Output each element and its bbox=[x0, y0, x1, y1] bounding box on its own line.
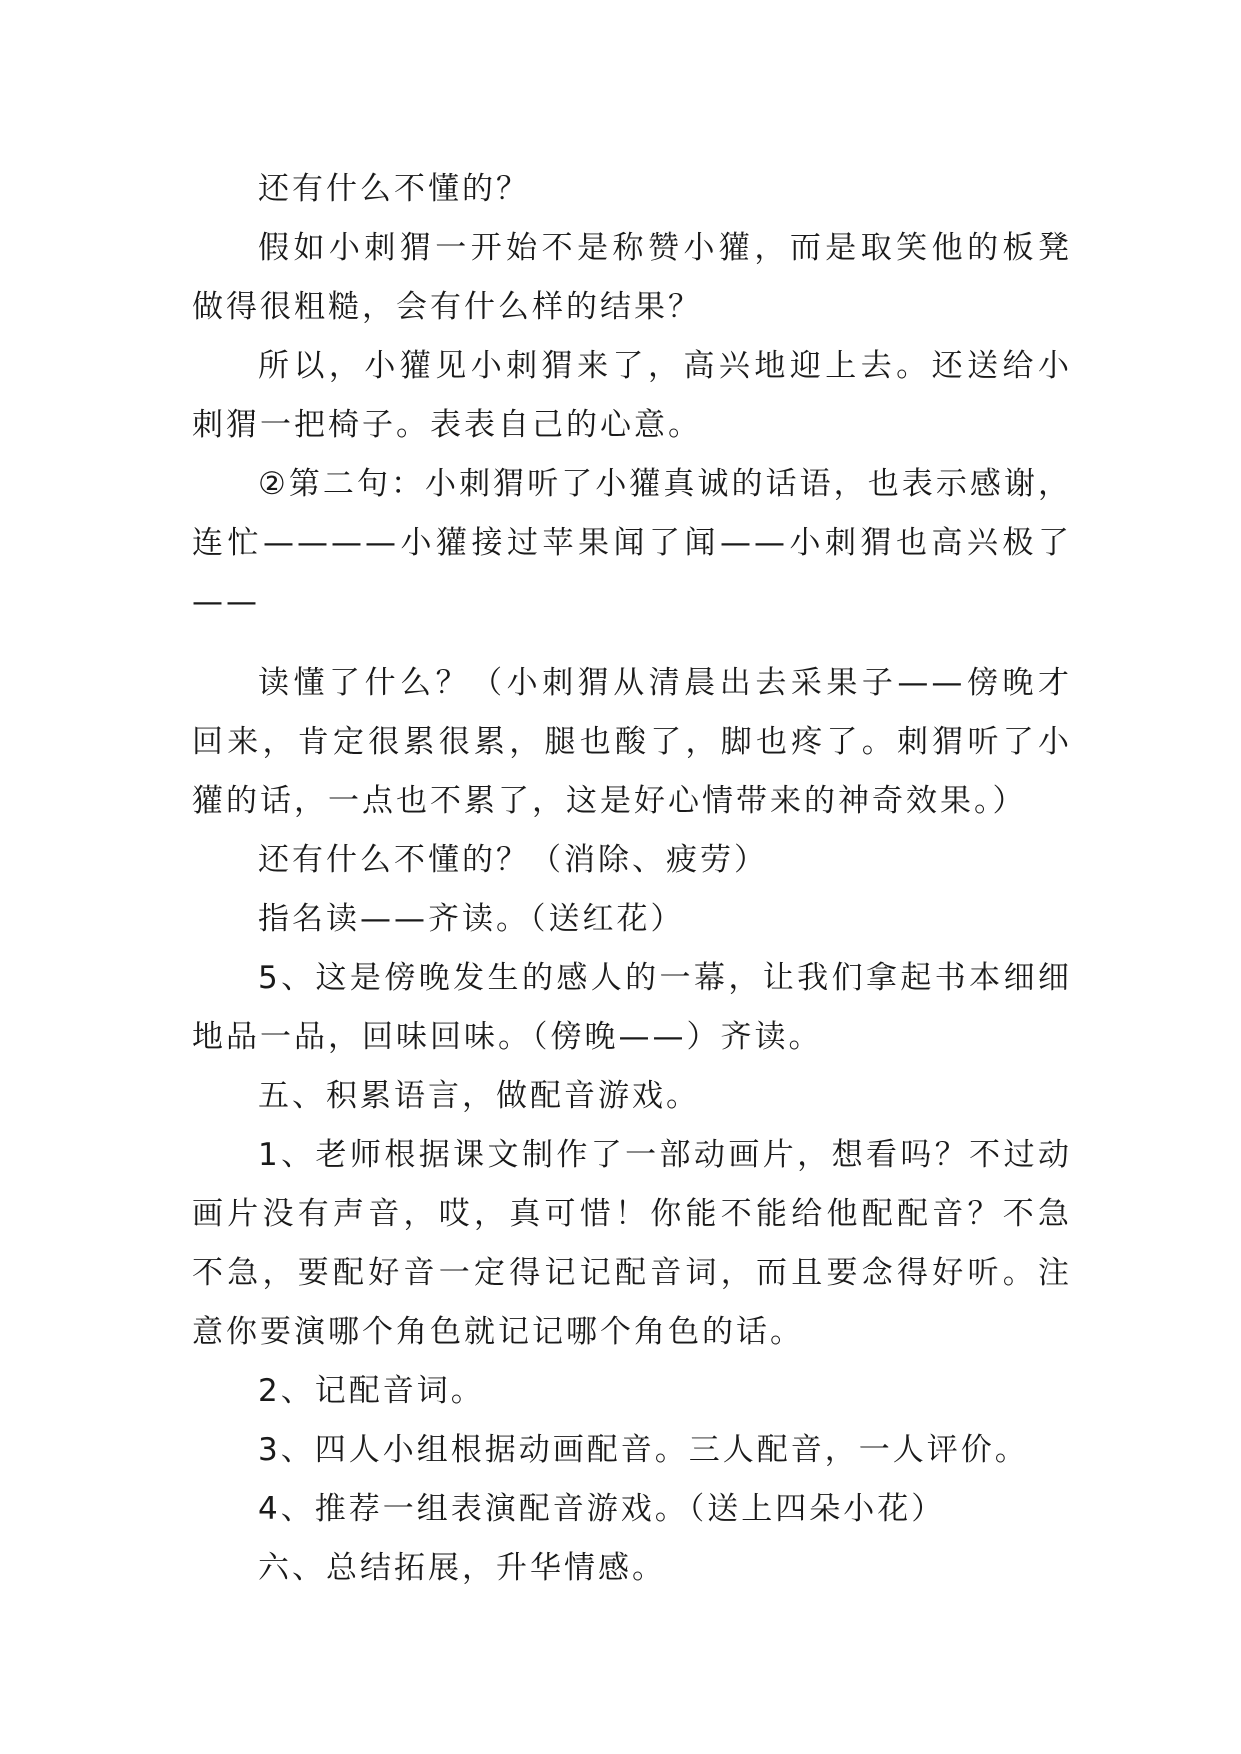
paragraph: 5、这是傍晚发生的感人的一幕，让我们拿起书本细细地品一品，回味回味。（傍晚——）齐读。 bbox=[192, 960, 1072, 1055]
paragraph: 指名读——齐读。（送红花） bbox=[258, 901, 685, 937]
paragraph: 4、推荐一组表演配音游戏。（送上四朵小花） bbox=[258, 1491, 946, 1527]
paragraph: 所以，小獾见小刺猬来了，高兴地迎上去。还送给小刺猬一把椅子。表表自己的心意。 bbox=[192, 348, 1072, 443]
paragraph: 3、四人小组根据动画配音。三人配音，一人评价。 bbox=[258, 1432, 1029, 1468]
paragraph-spacer bbox=[192, 632, 1072, 654]
paragraph: 读懂了什么？（小刺猬从清晨出去采果子——傍晚才回来，肯定很累很累，腿也酸了，脚也疼了。刺猬听了小獾的话，一点也不累了，这是好心情带来的神奇效果。） bbox=[192, 665, 1072, 819]
paragraph: 1、老师根据课文制作了一部动画片，想看吗？不过动画片没有声音，哎，真可惜！你能不能给他配配音？不急不急，要配好音一定得记记配音词，而且要念得好听。注意你要演哪个角色就记记哪个角色的话。 bbox=[192, 1137, 1072, 1350]
paragraph: 2、记配音词。 bbox=[258, 1373, 485, 1409]
paragraph: 假如小刺猬一开始不是称赞小獾，而是取笑他的板凳做得很粗糙，会有什么样的结果？ bbox=[192, 230, 1072, 325]
paragraph: ②第二句：小刺猬听了小獾真诚的话语，也表示感谢，连忙————小獾接过苹果闻了闻——小刺猬也高兴极了—— bbox=[192, 466, 1072, 620]
paragraph: 还有什么不懂的？ bbox=[258, 171, 530, 207]
document-body bbox=[192, 160, 1072, 1598]
paragraph: 还有什么不懂的？（消除、疲劳） bbox=[258, 842, 768, 878]
section-heading: 六、总结拓展，升华情感。 bbox=[258, 1550, 666, 1586]
section-heading: 五、积累语言，做配音游戏。 bbox=[258, 1078, 700, 1114]
